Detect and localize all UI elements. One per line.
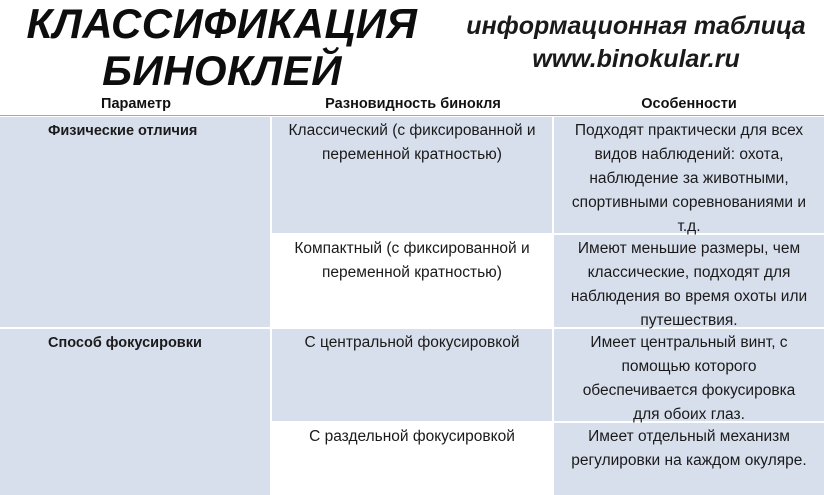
column-header-features: Особенности [641, 96, 737, 112]
type-cell-separate-focus: С раздельной фокусировкой [272, 423, 552, 495]
type-cell-central-focus: С центральной фокусировкой [272, 329, 552, 421]
header-subtitle-block [448, 10, 824, 76]
column-header-type: Разновидность бинокля [325, 96, 501, 112]
type-cell-classic: Классический (с фиксированной и переменной кратностью) [272, 117, 552, 233]
site-url: www.binokular.ru [532, 45, 740, 73]
header-subtitle: информационная таблица [466, 12, 806, 40]
page-title: КЛАССИФИКАЦИЯ БИНОКЛЕЙ [26, 0, 418, 94]
header-divider [0, 115, 824, 116]
features-cell-compact: Имеют меньшие размеры, чем классические, подходят для наблюдения во время охоты или путешествия. [554, 235, 824, 327]
param-cell-physical: Физические отличия [0, 117, 270, 327]
features-cell-classic: Подходят практически для всех видов наблюдений: охота, наблюдение за животными, спортивными соревнованиями и т.д. [554, 117, 824, 233]
type-cell-compact: Компактный (с фиксированной и переменной кратностью) [272, 235, 552, 327]
features-cell-central-focus: Имеет центральный винт, с помощью которого обеспечивается фокусировка для обоих глаз. [554, 329, 824, 421]
column-header-parameter: Параметр [101, 96, 171, 112]
param-cell-focus: Способ фокусировки [0, 329, 270, 495]
features-cell-separate-focus: Имеет отдельный механизм регулировки на каждом окуляре. [554, 423, 824, 495]
